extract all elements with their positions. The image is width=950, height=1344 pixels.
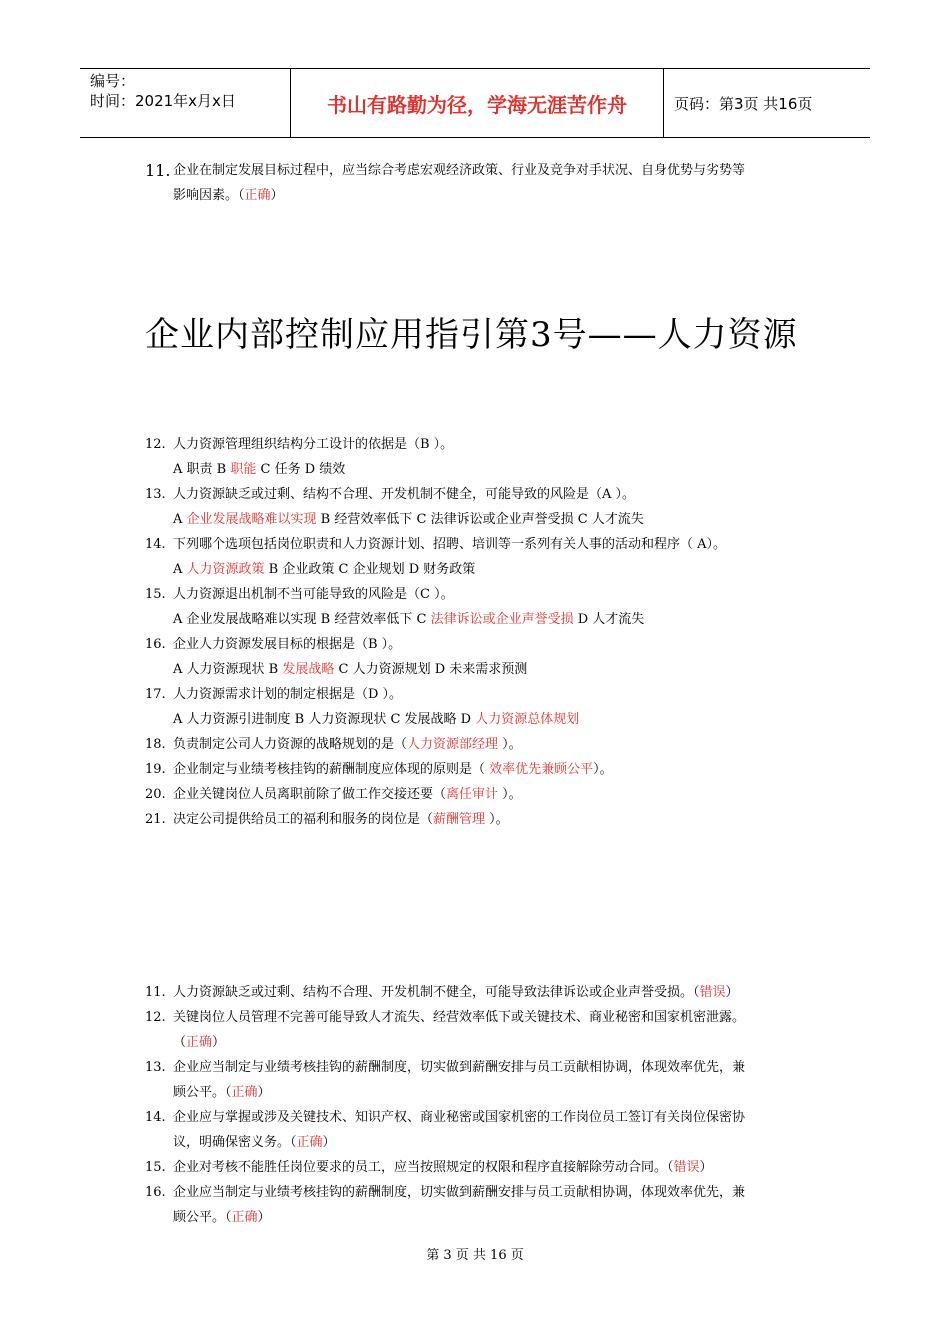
question-number: 14.: [145, 537, 166, 552]
page-footer: 第 3 页 共 16 页: [426, 1248, 524, 1263]
question-text: 下列哪个选项包括岗位职责和人力资源计划、招聘、培训等一系列有关人事的活动和程序（ A）。: [173, 537, 727, 552]
question-item: [145, 1055, 810, 1100]
answer-text: 人力资源政策: [186, 562, 265, 577]
question-text: 负责制定公司人力资源的战略规划的是（人力资源部经理 ）。: [173, 737, 522, 752]
answer-text: 职能: [230, 462, 257, 477]
question-options: A 企业发展战略难以实现 B 经营效率低下 C 法律诉讼或企业声誉受损 C 人才流失: [173, 512, 644, 527]
question-text: 企业应当制定与业绩考核挂钩的薪酬制度，切实做到薪酬安排与员工贡献相协调，体现效率优先，兼 顾公平。（正确）: [173, 1185, 746, 1225]
question-item: [145, 158, 810, 203]
answer-text: 发展战略: [282, 662, 335, 677]
question-item: [145, 1155, 810, 1180]
question-text: 企业应与掌握或涉及关键技术、知识产权、商业秘密或国家机密的工作岗位员工签订有关岗位保密协 议，明确保密义务。（正确）: [173, 1110, 746, 1150]
header-motto: 书山有路勤为径，学海无涯苦作舟: [290, 69, 664, 137]
document-time-label: 时间：2021年x月x日: [90, 92, 236, 110]
answer-text: 错误: [673, 1160, 700, 1175]
answer-text: 效率优先兼顾公平: [489, 762, 594, 777]
question-number: 15.: [145, 587, 166, 602]
question-item: [145, 732, 810, 757]
question-number: 12.: [145, 1010, 166, 1025]
section-title: 企业内部控制应用指引第3号——人力资源: [145, 315, 798, 355]
question-item: [145, 757, 810, 782]
question-text: [173, 158, 810, 208]
question-item: [145, 632, 810, 657]
question-text: 决定公司提供给员工的福利和服务的岗位是（薪酬管理 ）。: [173, 812, 509, 827]
question-text: 企业制定与业绩考核挂钩的薪酬制度应体现的原则是（ 效率优先兼顾公平）。: [173, 762, 613, 777]
answer-text: 正确: [244, 188, 271, 203]
question-number: 14.: [145, 1110, 166, 1125]
question-item: [145, 1005, 810, 1050]
question-item: [145, 432, 810, 457]
question-text: 人力资源退出机制不当可能导致的风险是（C ）。: [173, 587, 454, 602]
question-options: A 人力资源现状 B 发展战略 C 人力资源规划 D 未来需求预测: [173, 662, 528, 677]
answer-text: 薪酬管理: [433, 812, 486, 827]
answer-text: 错误: [699, 985, 726, 1000]
question-number: 13.: [145, 487, 166, 502]
question-item: [145, 782, 810, 807]
question-item: [145, 582, 810, 607]
question-text: 人力资源缺乏或过剩、结构不合理、开发机制不健全，可能导致法律诉讼或企业声誉受损。（错误）: [173, 985, 739, 1000]
question-text: 企业关键岗位人员离职前除了做工作交接还要（离任审计 ）。: [173, 787, 522, 802]
answer-text: 人力资源部经理: [407, 737, 499, 752]
question-item: [145, 807, 810, 832]
question-options: A 人力资源引进制度 B 人力资源现状 C 发展战略 D 人力资源总体规划: [173, 712, 580, 727]
question-text: 人力资源管理组织结构分工设计的依据是（B ）。: [173, 437, 454, 452]
question-item: [145, 682, 810, 707]
question-text: 关键岗位人员管理不完善可能导致人才流失、经营效率低下或关键技术、商业秘密和国家机密泄露。 （正确）: [173, 1010, 746, 1050]
answer-text: 正确: [296, 1135, 323, 1150]
question-number: 18.: [145, 737, 166, 752]
question-number: 16.: [145, 637, 166, 652]
answer-text: 正确: [186, 1035, 213, 1050]
question-text: 企业应当制定与业绩考核挂钩的薪酬制度，切实做到薪酬安排与员工贡献相协调，体现效率优先，兼 顾公平。（正确）: [173, 1060, 746, 1100]
question-number: 19.: [145, 762, 166, 777]
question-options: A 企业发展战略难以实现 B 经营效率低下 C 法律诉讼或企业声誉受损 D 人才流失: [173, 612, 645, 627]
answer-text: 企业发展战略难以实现: [186, 512, 317, 527]
question-text: 人力资源需求计划的制定根据是（D ）。: [173, 687, 403, 702]
question-line: 影响因素。（正确）: [173, 188, 284, 203]
question-number: 17.: [145, 687, 166, 702]
header-page-info: 页码：第3页 共16页: [674, 94, 813, 113]
page-header: [80, 68, 870, 138]
question-text: 企业人力资源发展目标的根据是（B ）。: [173, 637, 402, 652]
answer-text: 法律诉讼或企业声誉受损: [430, 612, 574, 627]
question-line: 企业在制定发展目标过程中，应当综合考虑宏观经济政策、行业及竞争对手状况、自身优势与劣势等: [173, 163, 746, 178]
question-number: 13.: [145, 1060, 166, 1075]
question-item: [145, 532, 810, 557]
header-meta: [80, 69, 290, 137]
question-number: 21.: [145, 812, 166, 827]
question-number: 12.: [145, 437, 166, 452]
answer-text: 人力资源总体规划: [475, 712, 580, 727]
question-number: 11.: [145, 161, 171, 180]
question-number: 16.: [145, 1185, 166, 1200]
answer-text: 正确: [231, 1085, 258, 1100]
question-text: 企业对考核不能胜任岗位要求的员工，应当按照规定的权限和程序直接解除劳动合同。（错误）: [173, 1160, 713, 1175]
question-number: 20.: [145, 787, 166, 802]
question-options: A 人力资源政策 B 企业政策 C 企业规划 D 财务政策: [173, 562, 476, 577]
question-item: [145, 1105, 810, 1150]
question-item: [145, 1180, 810, 1225]
question-item: [145, 980, 810, 1005]
question-item: [145, 482, 810, 507]
document-number-label: 编号：: [90, 72, 136, 90]
question-options: A 职责 B 职能 C 任务 D 绩效: [173, 462, 346, 477]
answer-text: 正确: [231, 1210, 258, 1225]
question-text: 人力资源缺乏或过剩、结构不合理、开发机制不健全，可能导致的风险是（A ）。: [173, 487, 636, 502]
answer-text: 离任审计: [446, 787, 499, 802]
question-number: 11.: [145, 985, 166, 1000]
question-number: 15.: [145, 1160, 166, 1175]
